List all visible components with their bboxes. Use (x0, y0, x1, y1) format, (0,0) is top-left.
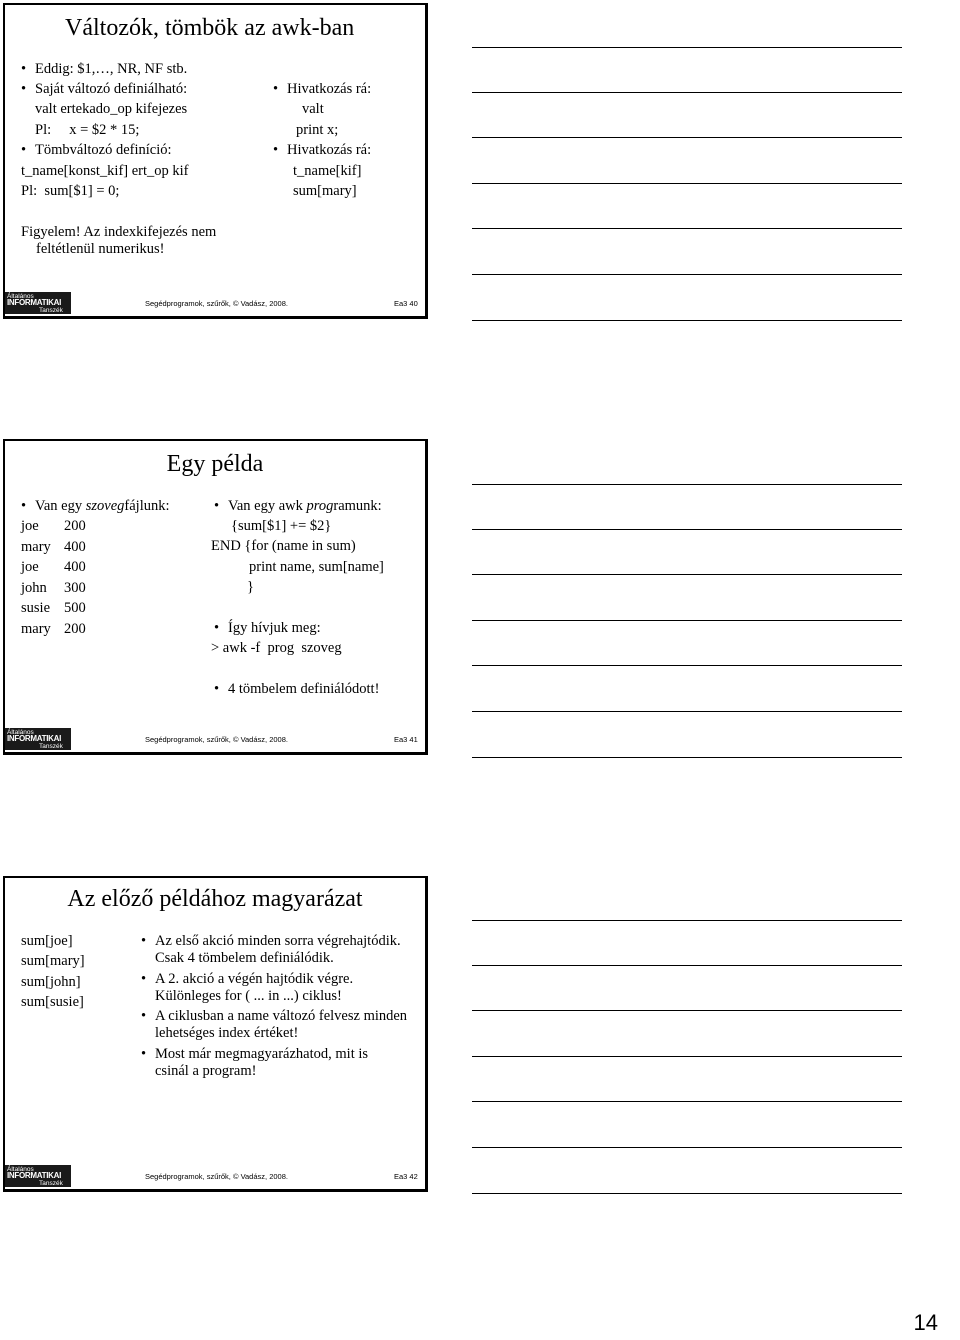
file-row-name: joe (21, 559, 39, 575)
explanation-line: csinál a program! (155, 1063, 257, 1079)
file-row-name: mary (21, 538, 51, 555)
call-command: > awk -f prog szoveg (211, 640, 342, 656)
department-logo: Általános INFORMATIKAI Tanszék (5, 1165, 71, 1187)
bullet-line: • Tömbváltozó definíció: (35, 142, 172, 159)
code-line: END {for (name in sum) (211, 538, 356, 554)
note-line (472, 137, 902, 138)
code-line: } (247, 579, 254, 595)
note-line (472, 529, 902, 530)
text-line: valt ertekado_op kifejezes (35, 101, 188, 117)
slide-id: Ea3 42 (394, 1172, 418, 1181)
explanation-line: • Az első akció minden sorra végrehajtódik. (155, 933, 401, 950)
text-line: print x; (296, 122, 339, 138)
slide-title: Az előző példához magyarázat (67, 886, 363, 912)
footer-text: Segédprogramok, szűrők, © Vadász, 2008. (145, 299, 288, 308)
note-line (472, 620, 902, 621)
slide-41 (3, 439, 428, 755)
prog-intro: • Van egy awk programunk: (228, 498, 382, 515)
note-line (472, 320, 902, 321)
text-line: Pl: x = $2 * 15; (35, 122, 140, 138)
explanation-line: • A ciklusban a name változó felvesz minden (155, 1008, 407, 1025)
explanation-line: Különleges for ( ... in ...) ciklus! (155, 988, 342, 1004)
department-logo: Általános INFORMATIKAI Tanszék (5, 292, 71, 314)
note-line (472, 183, 902, 184)
note-line (472, 274, 902, 275)
explanation-line: • A 2. akció a végén hajtódik végre. (155, 971, 353, 988)
note-line (472, 711, 902, 712)
sum-item: sum[mary] (21, 953, 85, 969)
note-line (472, 47, 902, 48)
explanation-line: lehetséges index értéket! (155, 1025, 299, 1041)
result-line: • 4 tömbelem definiálódott! (228, 681, 379, 698)
note-line (472, 757, 902, 758)
note-line (472, 965, 902, 966)
footer-text: Segédprogramok, szűrők, © Vadász, 2008. (145, 1172, 288, 1181)
note-line (472, 1193, 902, 1194)
warning-line: feltétlenül numerikus! (36, 241, 165, 257)
file-row-name: john (21, 579, 47, 596)
slide-40 (3, 3, 428, 319)
file-row-name: joe (21, 518, 39, 534)
bullet-line: • Saját változó definiálható: (35, 81, 187, 98)
file-row-value: 400 (64, 559, 86, 575)
bullet-line: • Hivatkozás rá: (287, 81, 371, 98)
sum-item: sum[joe] (21, 933, 73, 949)
note-line (472, 1056, 902, 1057)
text-line: t_name[kif] (293, 163, 362, 179)
text-line: Pl: sum[$1] = 0; (21, 183, 120, 199)
file-row-value: 200 (64, 620, 86, 637)
file-row-value: 300 (64, 579, 86, 596)
file-row-value: 500 (64, 600, 86, 616)
code-line: {sum[$1] += $2} (231, 518, 332, 534)
file-row-name: mary (21, 620, 51, 637)
explanation-line: Csak 4 tömbelem definiálódik. (155, 950, 334, 966)
note-line (472, 1101, 902, 1102)
slide-42 (3, 876, 428, 1192)
note-line (472, 665, 902, 666)
call-intro: • Így hívjuk meg: (228, 620, 321, 637)
slide-title: Egy példa (166, 451, 264, 477)
file-row-value: 200 (64, 518, 86, 534)
sum-item: sum[john] (21, 974, 81, 990)
text-line: t_name[konst_kif] ert_op kif (21, 163, 189, 179)
note-line (472, 1147, 902, 1148)
warning-line: Figyelem! Az indexkifejezés nem (21, 224, 217, 240)
note-line (472, 228, 902, 229)
text-line: valt (302, 101, 324, 117)
note-line (472, 574, 902, 575)
department-logo: Általános INFORMATIKAI Tanszék (5, 728, 71, 750)
page-number: 14 (913, 1310, 938, 1335)
slide-id: Ea3 41 (394, 735, 418, 744)
note-line (472, 484, 902, 485)
sum-item: sum[susie] (21, 994, 84, 1010)
slide-title: Változók, tömbök az awk-ban (65, 15, 355, 41)
file-intro: • Van egy szovegfájlunk: (35, 498, 170, 515)
note-line (472, 1010, 902, 1011)
note-line (472, 920, 902, 921)
bullet-line: • Hivatkozás rá: (287, 142, 371, 159)
explanation-line: • Most már megmagyarázhatod, mit is (155, 1046, 368, 1063)
file-row-value: 400 (64, 538, 86, 555)
text-line: sum[mary] (293, 183, 357, 199)
footer-text: Segédprogramok, szűrők, © Vadász, 2008. (145, 735, 288, 744)
bullet-line: • Eddig: $1,…, NR, NF stb. (35, 61, 187, 78)
file-row-name: susie (21, 600, 50, 616)
note-line (472, 92, 902, 93)
slide-id: Ea3 40 (394, 299, 418, 308)
code-line: print name, sum[name] (249, 559, 384, 575)
